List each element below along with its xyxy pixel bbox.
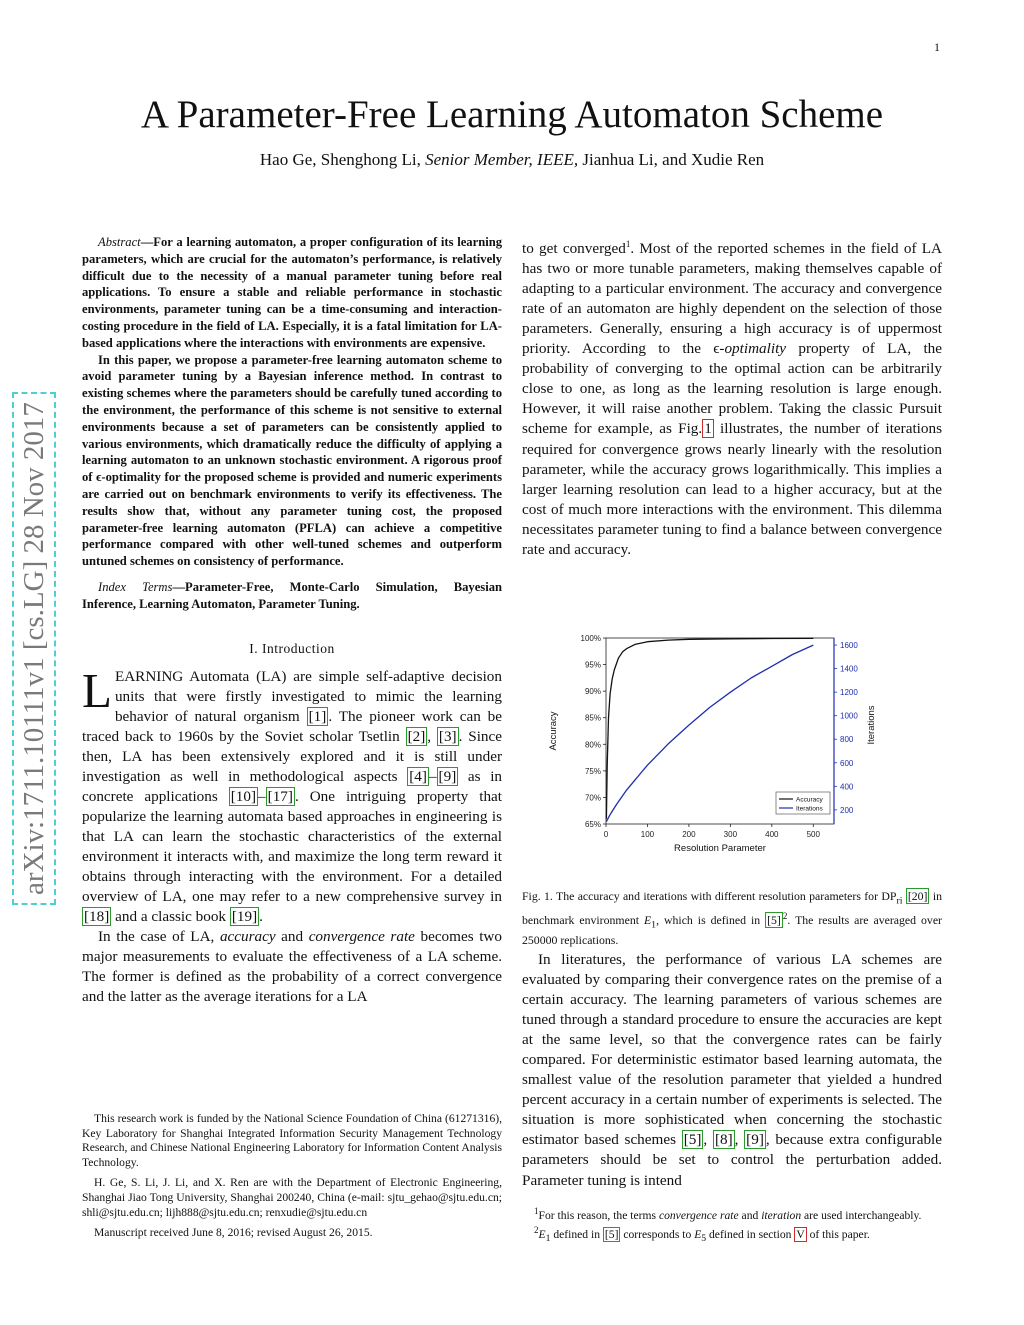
abstract-label: Abstract [98,235,141,249]
y-tick-label: 75% [584,766,601,776]
left-footnotes [82,1112,502,1241]
x-tick-label: 0 [603,830,609,839]
y2-tick-label: 200 [840,805,854,815]
footnote-mark[interactable]: 2 [782,911,788,922]
footnote-mark: 1 [534,1206,539,1216]
intro-text: and a classic book [111,908,230,926]
author-line [0,150,1024,170]
x-tick-label: 300 [723,830,738,839]
intro-text: . One intriguing property that popularize the learning automata based approaches in engineering is that LA can learn the stochastic characteristics of the external environment it interacts with, and maximize the long term reward it obtains through interacting with the environment. For a detailed overview of LA, one may refer to a new comprehensive survey in [82,787,502,906]
x-tick-label: 200 [682,830,696,839]
intro-text: – [258,787,266,805]
index-terms [82,579,502,613]
intro-text: and [275,928,309,946]
y2-tick-label: 400 [840,782,854,792]
y-axis-label: Accuracy [548,711,559,751]
body-text: In literatures, the performance of various LA schemes are evaluated by comparing their convergence rates on the premise of a certain accuracy. The learning parameters of various schemes are tuned through a standard procedure to ensure the accuracies are kept at the same level, so that the convergence rates can be fairly compared. For deterministic estimator based learning automata, the smallest value of the resolution parameter that yielded a hundred percent accuracy in a certain number of experiments is selected. The situation is more sophisticated when concerning the stochastic estimator based schemes [522,951,942,1149]
y-tick-label: 95% [584,660,601,670]
body-text: . Most of the reported schemes in the field of LA has two or more tunable parameters, making themselves capable of adapting to a particular environment. The accuracy and convergence rate of an automaton are highly dependent on the selection of those parameters. Generally, ensuring a high accuracy is of uppermost priority. According to the ϵ- [522,240,943,358]
body-text: to get converged [522,240,626,258]
footnote-text: of this paper. [806,1227,870,1241]
citation-link[interactable]: [4] [409,767,427,785]
footnote-mark: 2 [534,1224,539,1235]
y2-tick-label: 1000 [840,711,858,721]
y2-tick-label: 600 [840,758,854,768]
intro-emph: convergence rate [308,928,415,946]
y-tick-label: 85% [584,713,601,723]
authors-pre: Hao Ge, Shenghong Li, [259,150,426,169]
y-tick-label: 100% [580,634,601,643]
footnote-text: For this reason, the terms [538,1208,659,1222]
y2-tick-label: 1600 [840,641,858,651]
body-text: , [703,1131,713,1149]
body-text: , because extra configurable parameters should be set to control the perturbation added. Parameter tuning is intend [522,1131,942,1189]
intro-text: as in concrete applications [82,767,503,805]
intro-text: . [259,908,263,926]
footnote-sub: 1 [545,1233,551,1245]
body-text: , [734,1131,745,1149]
y2-axis-label: Iterations [866,705,877,745]
citation-link[interactable]: [5] [683,1131,702,1149]
footnote-text: defined in section [706,1227,795,1241]
footnote-funding: This research work is funded by the National Science Foundation of China (61271316), Key Laboratory for Shanghai Integrated Information Security Management Technology Research, and Chinese National Engineering Laboratory for Information Content Analysis Technology. [82,1112,502,1169]
section-heading: I. Introduction [249,640,335,656]
x-tick-label: 400 [765,830,779,839]
index-terms-text: —Parameter-Free, Monte-Carlo Simulation, Bayesian Inference, Learning Automaton, Parameter Tuning. [82,579,503,611]
intro-body [82,662,503,1008]
figure-caption [522,889,942,948]
intro-text: . Since then, LA has been extensively explored and it is still under investigation as well in methodological aspects [82,727,502,785]
intro-text: EARNING Automata (LA) are simple self-adaptive decision units that were firstly investigated to mimic the learning behavior of natural organism [114,667,502,725]
author-role: Senior Member, IEEE, [425,150,579,169]
intro-text: . The pioneer work can be traced back to 1960s by the Soviet scholar Tsetlin [82,707,502,745]
citation-link[interactable]: [10] [230,787,257,805]
footnote-manuscript: Manuscript received June 8, 2016; revised August 26, 2015. [94,1226,373,1240]
intro-text: In the case of LA, [98,928,220,946]
body-text: illustrates, the number of iterations required for convergence grows nearly linearly with the resolution parameter, while the accuracy grows logarithmically. This implies a larger learning resolution can lead to a higher accuracy, but at the cost of much more interactions with the environment. This dilemma necessitates parameter tuning to find a balance between convergence rate and accuracy. [522,420,943,558]
intro-text: – [428,767,437,785]
y2-tick-label: 1200 [840,688,858,698]
citation-link[interactable]: [3] [438,727,457,745]
footnote-affiliation: H. Ge, S. Li, J. Li, and X. Ren are with the Department of Electronic Engineering, Shanghai Jiao Tong University, Shanghai 200240, China (e-mail: sjtu_gehao@sjtu.edu.cn; shli@sjtu.edu.cn; lijh888@sjtu.edu.cn; renxudie@sjtu.edu.cn [82,1176,502,1219]
figure-link[interactable]: 1 [704,420,712,438]
citation-link[interactable]: [5] [767,913,781,928]
footnote-text: corresponds to [620,1227,695,1241]
footnote-emph: E [538,1227,546,1241]
footnote-text: and [738,1208,762,1222]
arxiv-stamp[interactable]: arXiv:1711.10111v1 [cs.LG] 28 Nov 2017 [12,392,56,905]
citation-link[interactable]: [18] [84,908,110,926]
footnote-emph: convergence rate [658,1208,739,1222]
index-terms-label: Index Terms [98,579,173,594]
citation-link[interactable]: [19] [231,908,258,926]
intro-text: , [427,727,437,745]
x-tick-label: 100 [640,830,655,839]
left-column [82,234,502,1007]
y-tick-label: 80% [584,740,601,750]
footnote-emph: E [694,1227,702,1241]
abstract-p1: —For a learning automaton, a proper configuration of its learning parameters, which are crucial for the automaton’s performance, is relatively difficult due to the necessity of a manual parameter tuning before real applications. To ensure a stable and reliable performance in stochastic environments, parameter tuning can be a time-consuming and interaction-costing procedure in the field of LA. Especially, it is a fatal limitation for LA-based applications where the interactions with environments are expensive. [82,235,502,350]
right-column-top [522,234,942,560]
citation-link[interactable]: [2] [407,727,426,745]
figure-1-chart [540,622,880,862]
drop-cap: L [82,662,112,718]
caption-text: in benchmark environment [522,889,942,928]
page-number: 1 [934,40,940,54]
citation-link[interactable]: [8] [714,1131,733,1149]
y-tick-label: 70% [584,793,601,803]
footnote-mark[interactable]: 1 [625,239,631,249]
abstract [82,234,502,570]
y2-tick-label: 800 [840,735,854,745]
y-tick-label: 90% [584,687,601,697]
citation-link[interactable]: [20] [907,889,928,903]
right-column-bottom [522,950,942,1191]
paper-title: A Parameter-Free Learning Automaton Scheme [140,93,884,136]
caption-sub: ri [896,895,903,907]
caption-env: E [643,913,652,928]
footnote-text: are used interchangeably. [801,1208,922,1222]
x-tick-label: 500 [806,830,820,839]
intro-emph: accuracy [219,928,276,946]
citation-link[interactable]: [9] [438,767,457,785]
body-text: property of LA, the probability of converging to the optimal action can be arbitrarily close to one, as long as the learning resolution is large enough. However, it will raise another problem. Taking the classic Pursuit scheme for example, as Fig. [522,340,942,438]
y2-tick-label: 1400 [840,664,858,674]
abstract-p2: In this paper, we propose a parameter-free learning automaton scheme to avoid parameter tuning by a Bayesian inference method. In contrast to existing schemes where the parameters should be carefully tuned according to the environment, the performance of this scheme is not sensitive to external environments because a set of parameters can be consistently applied to various environments, which dramatically reduce the difficulty of applying a learning automaton to an unknown stochastic environment. A rigorous proof of ϵ-optimality for the proposed scheme is provided and numeric experiments are carried out on benchmark environments to verify its effectiveness. The results show that, without any parameter tuning cost, the proposed parameter-free learning automaton (PFLA) can achieve a competitive performance compared with other well-tuned schemes and outperform untuned schemes on consistency of performance. [82,352,502,569]
footnote-text: defined in [550,1227,603,1241]
right-footnotes [522,1204,942,1246]
caption-text: Fig. 1. The accuracy and iterations with different resolution parameters for DP [522,889,897,903]
series-line-accuracy [606,638,813,818]
citation-link[interactable]: [1] [308,707,327,725]
citation-link[interactable]: [9] [746,1131,764,1149]
caption-env-sub: 1 [651,919,657,931]
citation-link[interactable]: [17] [267,787,293,805]
intro-text: becomes two major measurements to evaluate the effectiveness of a LA scheme. The former is defined as the probability of a correct convergence and the latter as the average iterations for a LA [82,928,502,1006]
caption-text: , which is defined in [656,913,766,928]
caption-text: . The results are averaged over 250000 replications. [522,913,942,948]
x-axis-label: Resolution Parameter [674,843,766,854]
citation-link[interactable]: [5] [604,1227,619,1241]
y-tick-label: 65% [584,820,601,829]
legend-label: Accuracy [796,796,823,804]
legend-label: Iterations [796,805,823,813]
section-link[interactable]: V [796,1227,805,1241]
footnote-emph: iteration [761,1208,802,1222]
body-emph: optimality [724,340,787,358]
authors-post: Jianhua Li, and Xudie Ren [578,150,765,169]
footnote-sub: 5 [701,1233,707,1245]
